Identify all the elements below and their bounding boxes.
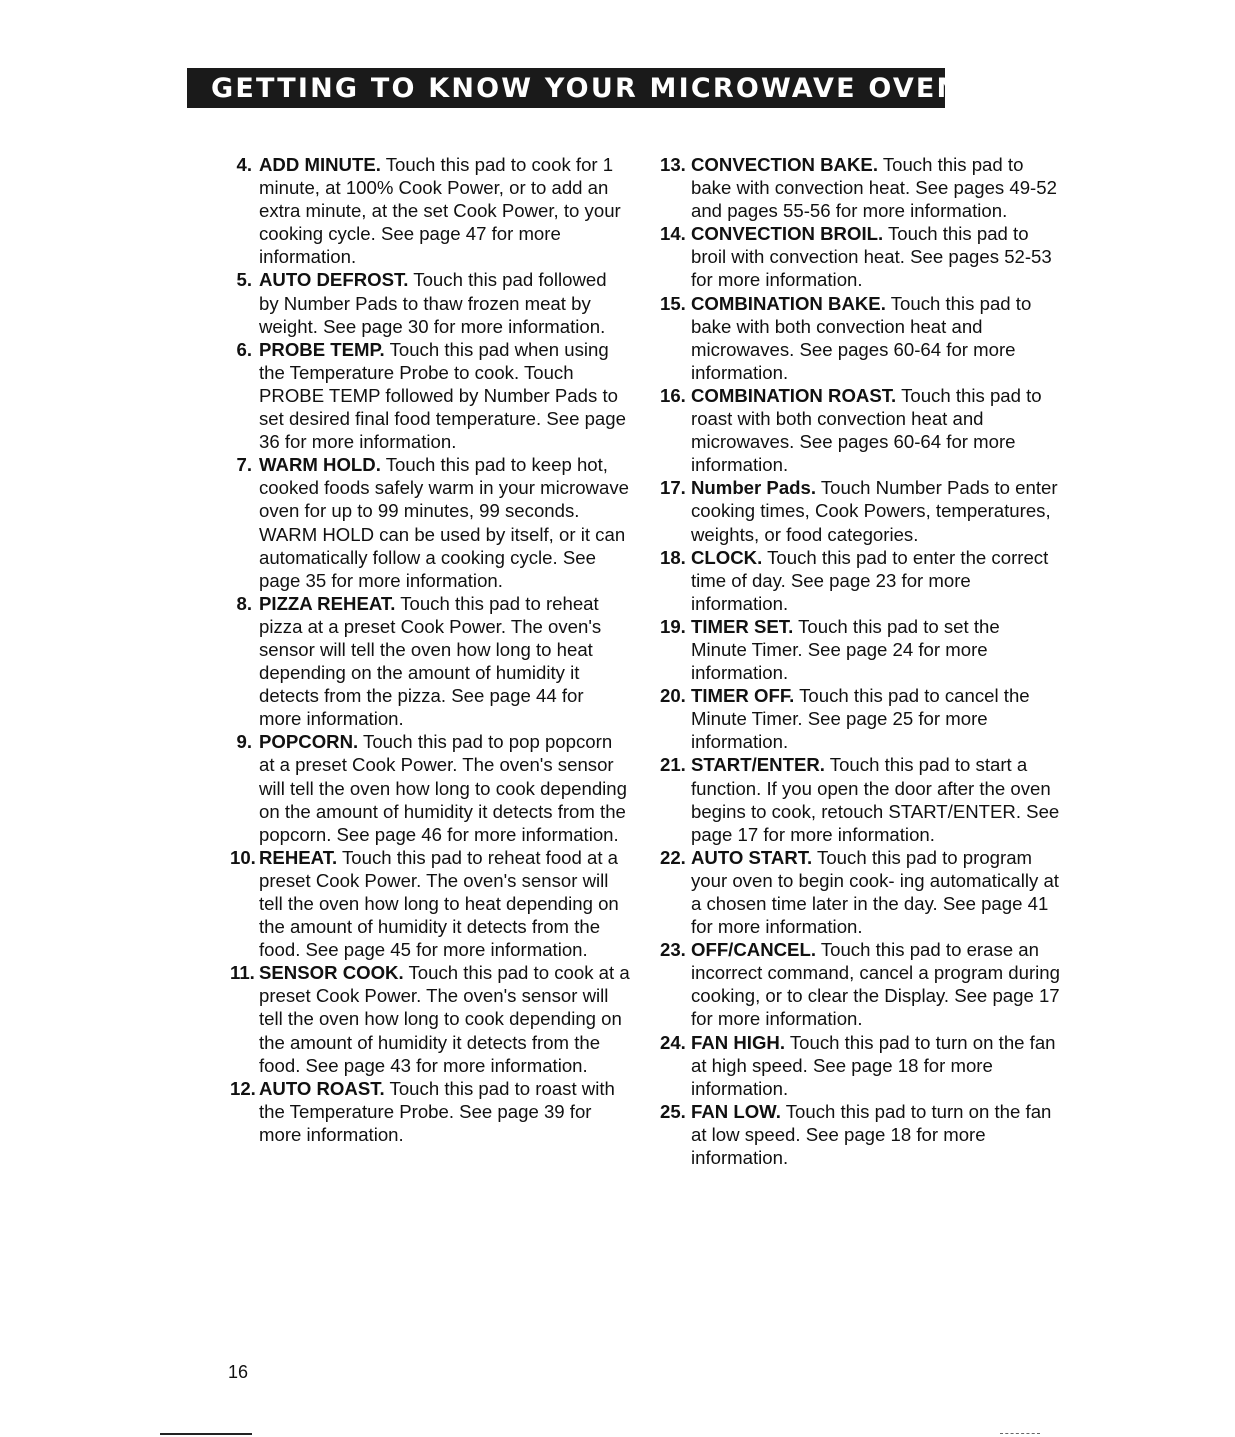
item-heading: AUTO START. xyxy=(691,846,813,868)
list-item xyxy=(660,938,1060,1030)
item-description: Touch this pad to keep hot, cooked foods safely warm in your microwave oven for up to 99 minutes, 99 seconds. WARM HOLD can be used by itself, or it can automatically follow a cooking cycle. See page 35 for more information. xyxy=(259,454,629,591)
item-number: 21. xyxy=(660,754,686,776)
item-description: Touch this pad followed by Number Pads to thaw frozen meat by weight. See page 30 for more information. xyxy=(259,269,607,337)
item-heading: AUTO DEFROST. xyxy=(259,269,409,291)
item-heading: CONVECTION BROIL. xyxy=(691,223,884,245)
item-heading: ADD MINUTE. xyxy=(259,154,381,175)
item-number: 13. xyxy=(660,154,686,175)
item-description: Touch this pad to reheat pizza at a preset Cook Power. The oven's sensor will tell the oven how long to heat depending on the amount of humidity it detects from the pizza. See page 44 for more information. xyxy=(259,592,602,730)
list-item xyxy=(660,753,1060,845)
item-number: 4. xyxy=(236,154,252,175)
item-heading: FAN HIGH. xyxy=(691,1031,786,1053)
item-number: 25. xyxy=(660,1100,686,1122)
list-item xyxy=(230,961,630,1076)
item-heading: WARM HOLD. xyxy=(259,454,381,476)
item-description: Touch this pad when using the Temperature Probe to cook. Touch PROBE TEMP followed by Number Pads to set desired final food temperature. See page 36 for more information. xyxy=(259,338,626,453)
item-description: Touch this pad to enter the correct time of day. See page 23 for more information. xyxy=(691,546,1049,614)
item-heading: FAN LOW. xyxy=(691,1100,781,1122)
item-number: 12. xyxy=(230,1077,256,1099)
item-heading: AUTO ROAST. xyxy=(259,1077,385,1099)
item-description: Touch this pad to set the Minute Timer. See page 24 for more information. xyxy=(691,615,1000,684)
item-heading: CLOCK. xyxy=(691,546,763,568)
list-item xyxy=(660,846,1060,938)
item-description: Touch this pad to start a function. If you open the door after the oven begins to cook, retouch START/ENTER. See page 17 for more information. xyxy=(691,754,1060,845)
list-item xyxy=(660,615,1060,684)
item-number: 7. xyxy=(236,454,252,476)
item-number: 11. xyxy=(230,962,255,984)
item-heading: OFF/CANCEL. xyxy=(691,939,816,961)
item-number: 9. xyxy=(236,731,252,753)
item-description: Touch this pad to turn on the fan at low speed. See page 18 for more information. xyxy=(691,1100,1052,1169)
list-item xyxy=(230,338,630,453)
item-heading: TIMER OFF. xyxy=(691,685,795,707)
list-item xyxy=(230,592,630,731)
item-heading: REHEAT. xyxy=(259,846,338,868)
list-item xyxy=(660,153,1060,222)
list-item xyxy=(660,546,1060,615)
item-heading: CONVECTION BAKE. xyxy=(691,154,878,175)
item-description: Touch this pad to bake with both convection heat and microwaves. See pages 60-64 for more information. xyxy=(691,292,1032,383)
item-heading: POPCORN. xyxy=(259,731,359,753)
item-number: 22. xyxy=(660,846,686,868)
list-item xyxy=(660,684,1060,753)
item-number: 8. xyxy=(236,592,252,614)
item-description: Touch this pad to bake with convection heat. See pages 49-52 and pages 55-56 for more information. xyxy=(691,154,1057,222)
list-item xyxy=(660,1100,1060,1169)
list-item xyxy=(660,1031,1060,1100)
item-heading: COMBINATION ROAST. xyxy=(691,384,897,406)
section-header-bar xyxy=(187,68,962,108)
item-number: 18. xyxy=(660,546,686,568)
item-number: 16. xyxy=(660,384,686,406)
item-heading: START/ENTER. xyxy=(691,754,825,776)
section-title: GETTING TO KNOW YOUR MICROWAVE OVEN xyxy=(211,72,962,104)
item-number: 24. xyxy=(660,1031,686,1053)
page-number: 16 xyxy=(228,1362,249,1382)
item-description: Touch this pad to pop popcorn at a preset Cook Power. The oven's sensor will tell the oven how long to cook depending on the amount of humidity it detects from the popcorn. See page 46 for more information. xyxy=(259,731,627,845)
list-item xyxy=(660,476,1060,545)
item-heading: Number Pads. xyxy=(691,477,817,499)
item-heading: PROBE TEMP. xyxy=(259,338,385,360)
footer-rule xyxy=(160,1433,252,1435)
list-item xyxy=(230,153,630,268)
item-description: Touch this pad to erase an incorrect command, cancel a program during cooking, or to clear the Display. See page 17 for more information. xyxy=(691,939,1060,1030)
item-description: Touch this pad to cook at a preset Cook Power. The oven's sensor will tell the oven how long to cook depending on the amount of humidity it detects from the food. See page 43 for more information. xyxy=(259,962,630,1076)
list-item xyxy=(660,222,1060,291)
item-number: 10. xyxy=(230,846,256,868)
list-item xyxy=(660,384,1060,476)
item-number: 6. xyxy=(236,338,252,360)
item-heading: SENSOR COOK. xyxy=(259,962,404,984)
item-description: Touch this pad to cook for 1 minute, at 100% Cook Power, or to add an extra minute, at the set Cook Power, to your cooking cycle. See page 47 for more information. xyxy=(259,154,621,268)
list-item xyxy=(230,730,630,845)
item-description: Touch this pad to broil with convection heat. See pages 52-53 for more information. xyxy=(691,223,1052,291)
item-description: Touch Number Pads to enter cooking times, Cook Powers, temperatures, weights, or food categories. xyxy=(691,477,1058,545)
right-column-list xyxy=(660,153,1060,1169)
item-description: Touch this pad to roast with the Temperature Probe. See page 39 for more information. xyxy=(259,1077,615,1145)
item-number: 14. xyxy=(660,223,686,245)
list-item xyxy=(230,268,630,337)
item-heading: PIZZA REHEAT. xyxy=(259,592,396,614)
item-number: 20. xyxy=(660,685,686,707)
item-description: Touch this pad to reheat food at a preset Cook Power. The oven's sensor will tell the oven how long to heat depending on the amount of humidity it detects from the food. See page 45 for more information. xyxy=(259,846,619,961)
item-description: Touch this pad to program your oven to begin cook- ing automatically at a chosen time later in the day. See page 41 for more information. xyxy=(691,846,1059,938)
item-description: Touch this pad to roast with both convection heat and microwaves. See pages 60-64 for more information. xyxy=(691,384,1042,476)
item-number: 17. xyxy=(660,477,686,499)
item-number: 5. xyxy=(236,269,252,291)
item-heading: TIMER SET. xyxy=(691,615,794,637)
item-number: 23. xyxy=(660,939,686,961)
item-number: 15. xyxy=(660,292,686,314)
list-item xyxy=(230,846,630,961)
item-heading: COMBINATION BAKE. xyxy=(691,292,886,314)
item-description: Touch this pad to turn on the fan at high speed. See page 18 for more information. xyxy=(691,1031,1056,1099)
left-column-list xyxy=(230,153,630,1146)
list-item xyxy=(230,453,630,592)
footer-rule-right xyxy=(1000,1433,1040,1435)
list-item xyxy=(660,292,1060,384)
item-number: 19. xyxy=(660,615,686,637)
item-description: Touch this pad to cancel the Minute Timer. See page 25 for more information. xyxy=(691,685,1030,753)
list-item xyxy=(230,1077,630,1146)
